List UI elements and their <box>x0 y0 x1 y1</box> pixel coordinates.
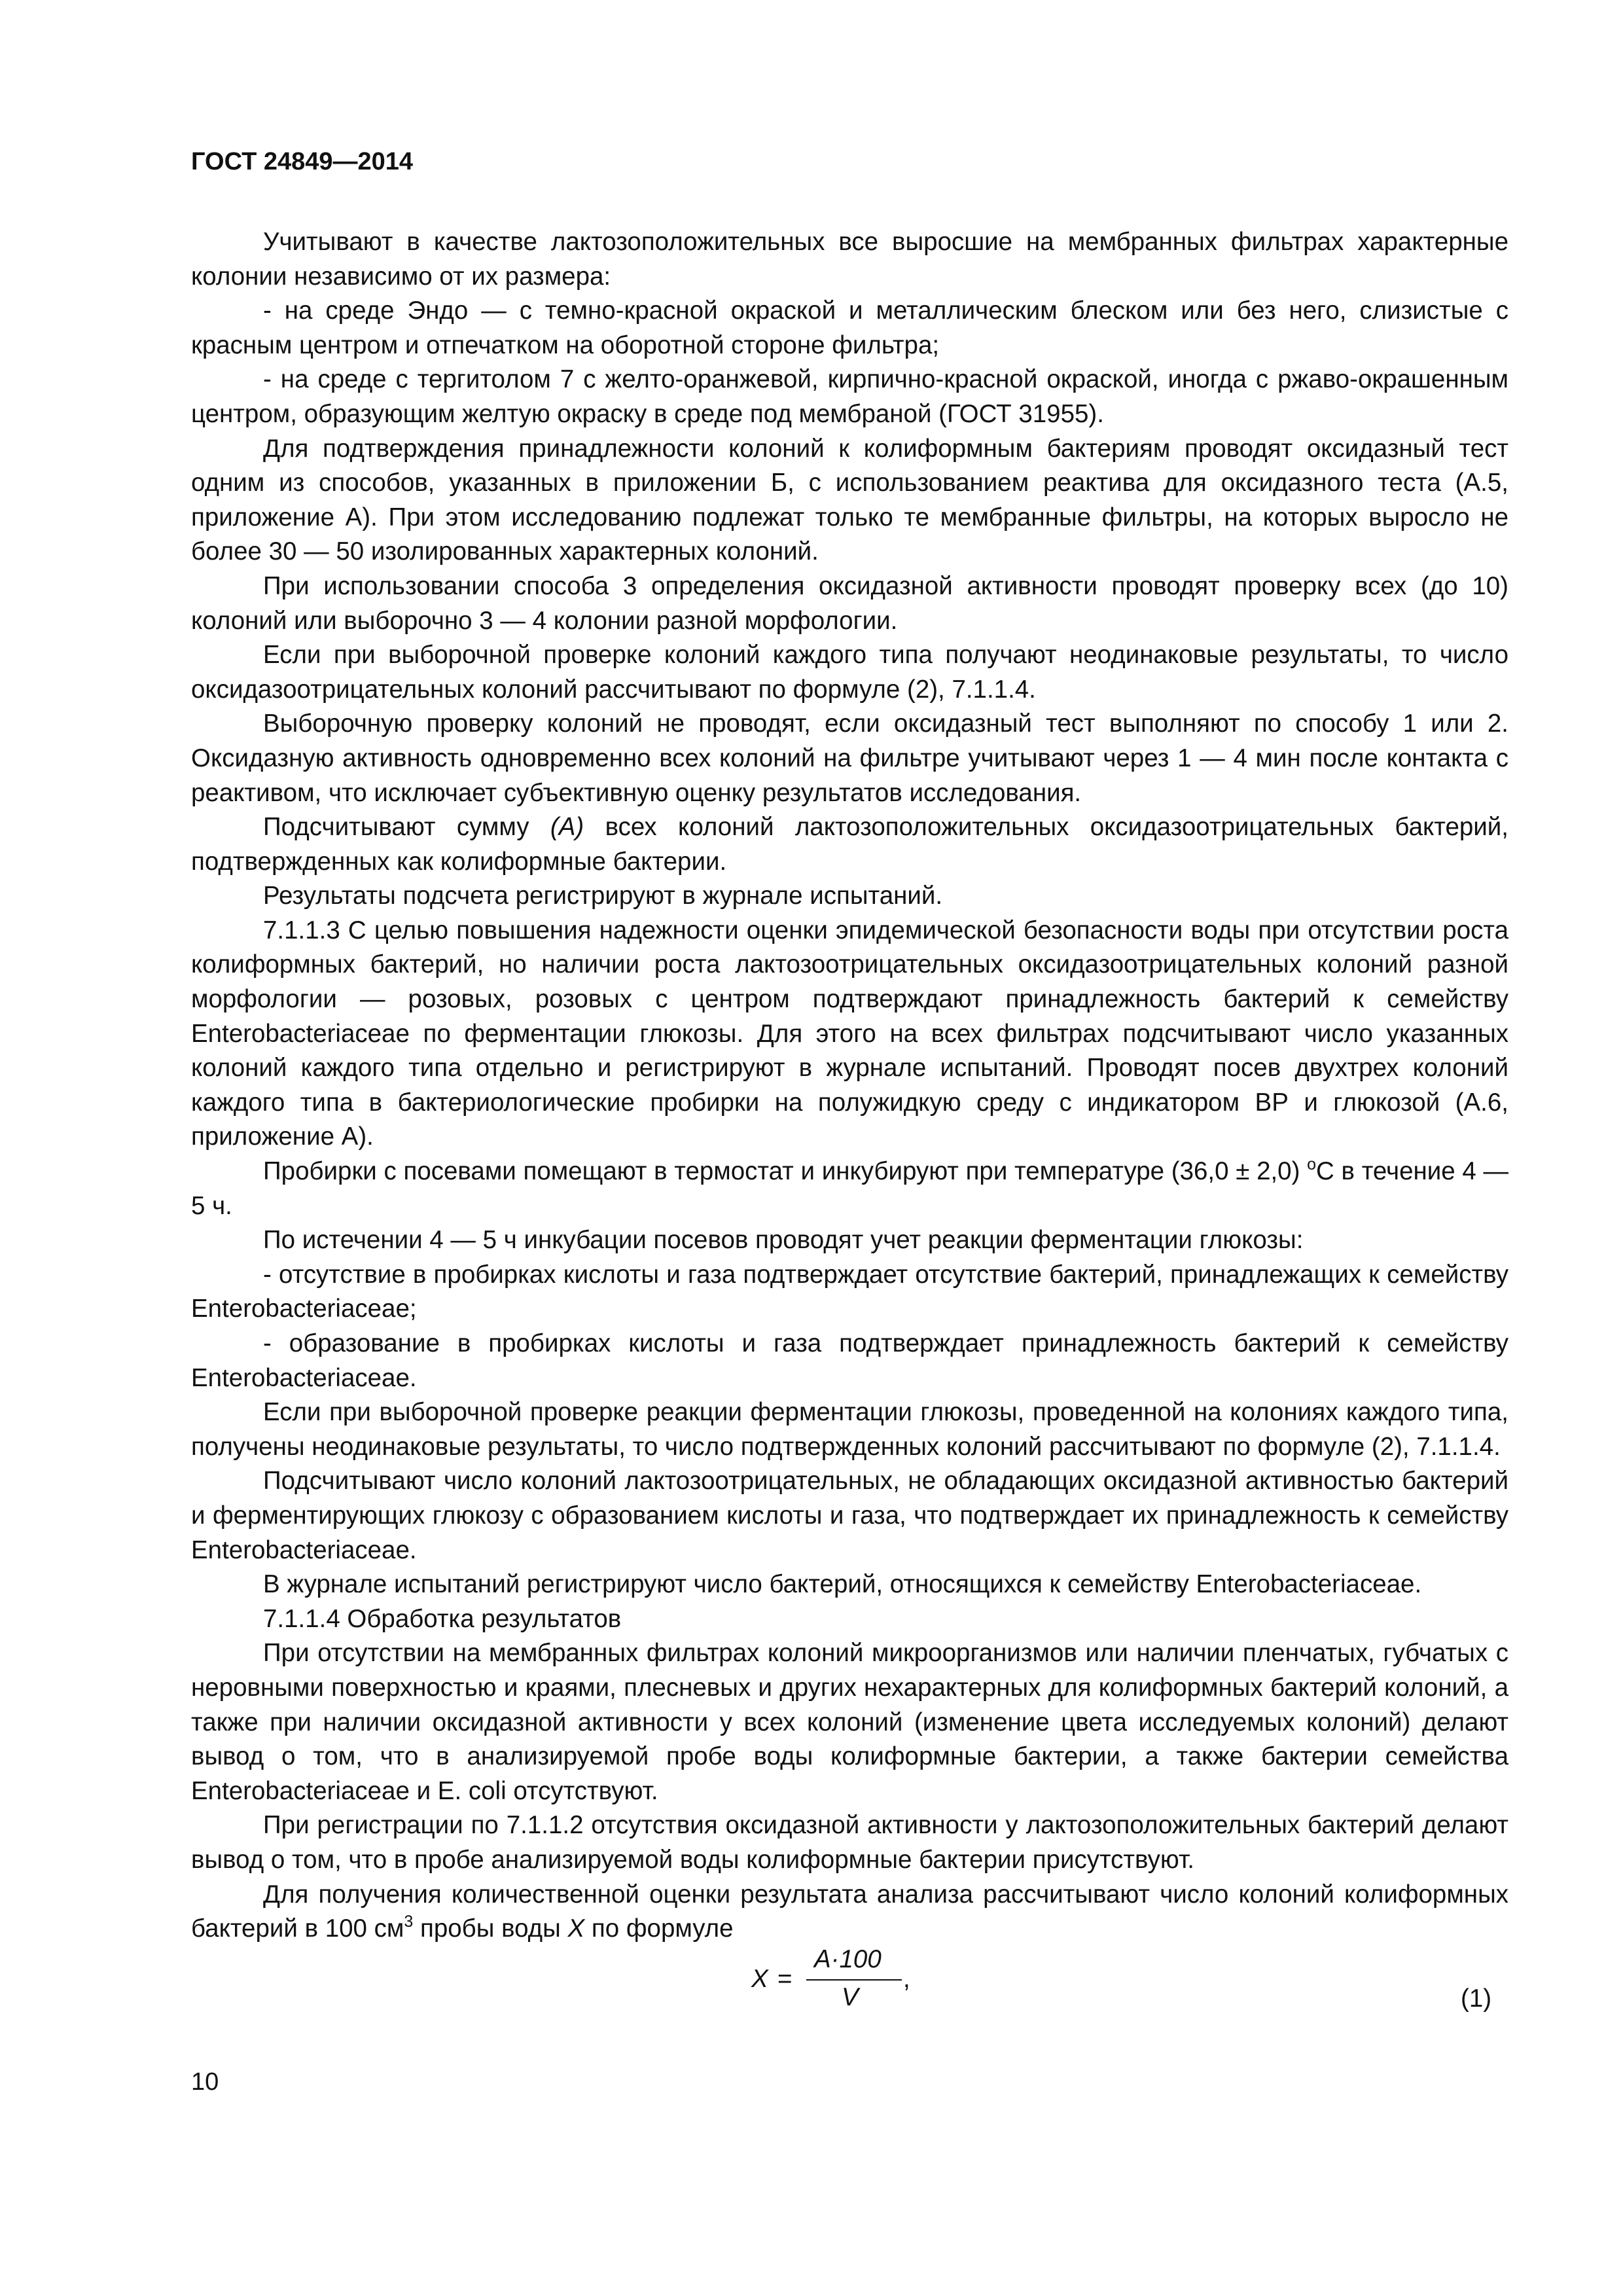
text-run: Для получения количественной оценки результата анализа рассчитывают число колоний колиформных бактерий в 100 см <box>191 1880 1508 1943</box>
formula-comma: , <box>903 1965 910 1993</box>
text-run: С в течение 4 — 5 ч. <box>191 1157 1508 1220</box>
paragraph: При использовании способа 3 определения оксидазной активности проводят проверку всех (до 10) колоний или выборочно 3 — 4 колонии разной морфологии. <box>191 571 1508 635</box>
variable-a: (А) <box>550 813 584 842</box>
paragraph-sum <box>191 810 1508 879</box>
paragraph: В журнале испытаний регистрируют число бактерий, относящихся к семейству Enterobacteriaceae. <box>263 1570 1422 1599</box>
paragraph-formula-intro <box>191 1878 1508 1946</box>
formula-lhs: X <box>751 1965 768 1993</box>
paragraph: Учитывают в качестве лактозоположительных все выросшие на мембранных фильтрах характерные колонии независимо от их размера: <box>191 228 1508 291</box>
text-run: пробы воды <box>413 1914 568 1943</box>
paragraph: - на среде Эндо — с темно-красной окраской и металлическим блеском или без него, слизистые с красным центром и отпечатком на оборотной стороне фильтра; <box>191 296 1508 359</box>
formula-equals: = <box>777 1965 793 1993</box>
paragraph: - отсутствие в пробирках кислоты и газа подтверждает отсутствие бактерий, принадлежащих к семейству Enterobacteriaceae; <box>191 1260 1508 1323</box>
paragraph: Для подтверждения принадлежности колоний к колиформным бактериям проводят оксидазный тест одним из способов, указанных в приложении Б, с использованием реактива для оксидазного теста (А.5, приложение А). При этом исследованию подлежат только те мембранные фильтры, на которых выросло не более 30 — 50 изолированных характерных колоний. <box>191 434 1508 566</box>
variable-x: X <box>567 1914 585 1943</box>
paragraph: 7.1.1.3 С целью повышения надежности оценки эпидемической безопасности воды при отсутствии роста колиформных бактерий, но наличии роста лактозоотрицательных оксидазоотрицательных колоний разной морфологии — розовых, розовых с центром подтверждают принадлежность бактерий к семейству Enterobacteriaceae по ферментации глюкозы. Для этого на всех фильтрах подсчитывают число указанных колоний каждого типа отдельно и регистрируют в журнале испытаний. Проводят посев двухтрех колоний каждого типа в бактериологические пробирки на полужидкую среду с индикатором ВР и глюкозой (А.6, приложение А). <box>191 916 1508 1151</box>
equation-number: (1) <box>1461 1984 1492 2013</box>
paragraph: Если при выборочной проверке колоний каждого типа получают неодинаковые результаты, то число оксидазоотрицательных колоний рассчитывают по формуле (2), 7.1.1.4. <box>191 641 1508 704</box>
paragraph: По истечении 4 — 5 ч инкубации посевов проводят учет реакции ферментации глюкозы: <box>263 1226 1304 1255</box>
paragraph: Выборочную проверку колоний не проводят, если оксидазный тест выполняют по способу 1 или 2. Оксидазную активность одновременно всех колоний на фильтре учитывают через 1 — 4 мин после контакта с реактивом, что исключает субъективную оценку результатов исследования. <box>191 709 1508 807</box>
paragraph: Подсчитывают число колоний лактозоотрицательных, не обладающих оксидазной активностью бактерий и ферментирующих глюкозу с образованием кислоты и газа, что подтверждает их принадлежность к семейству Enterobacteriaceae. <box>191 1467 1508 1564</box>
paragraph: - образование в пробирках кислоты и газа подтверждает принадлежность бактерий к семейству Enterobacteriaceae. <box>191 1329 1508 1392</box>
text-run: Подсчитывают сумму <box>263 813 550 842</box>
document-header: ГОСТ 24849—2014 <box>191 148 414 175</box>
paragraph: При отсутствии на мембранных фильтрах колоний микроорганизмов или наличии пленчатых, губчатых с неровными поверхностью и краями, плесневых и других нехарактерных для колиформных бактерий колоний, а также при наличии оксидазной активности у всех колоний (изменение цвета исследуемых колоний) делают вывод о том, что в анализируемой пробе воды колиформные бактерии, а также бактерии семейства Enterobacteriaceae и E. coli отсутствуют. <box>191 1639 1508 1805</box>
formula-numerator: A·100 <box>814 1945 882 1973</box>
paragraph: Если при выборочной проверке реакции ферментации глюкозы, проведенной на колониях каждого типа, получены неодинаковые результаты, то число подтвержденных колоний рассчитывают по формуле (2), 7.1.1.4. <box>191 1398 1508 1461</box>
text-run: всех колоний лактозоположительных оксидазоотрицательных бактерий, подтвержденных как колиформные бактерии. <box>191 813 1508 876</box>
fraction-bar <box>806 1979 902 1981</box>
body-text <box>191 225 1508 1946</box>
paragraph: Результаты подсчета регистрируют в журнале испытаний. <box>263 882 943 910</box>
section-heading: 7.1.1.4 Обработка результатов <box>263 1604 622 1633</box>
text-run: по формуле <box>584 1914 734 1943</box>
degree-superscript: о <box>1307 1155 1317 1174</box>
text-run: Пробирки с посевами помещают в термостат и инкубируют при температуре (36,0 ± 2,0) <box>263 1157 1308 1186</box>
paragraph: - на среде с тергитолом 7 с желто-оранжевой, кирпично-красной окраской, иногда с ржаво-окрашенным центром, образующим желтую окраску в среде под мембраной (ГОСТ 31955). <box>191 365 1508 428</box>
formula-1 <box>751 1945 921 2018</box>
page-number: 10 <box>191 2068 219 2096</box>
cubic-superscript: 3 <box>404 1912 414 1931</box>
paragraph-temperature <box>191 1155 1508 1223</box>
formula-denominator: V <box>842 1983 859 2011</box>
paragraph: При регистрации по 7.1.1.2 отсутствия оксидазной активности у лактозоположительных бактерий делают вывод о том, что в пробе анализируемой воды колиформные бактерии присутствуют. <box>191 1811 1508 1874</box>
